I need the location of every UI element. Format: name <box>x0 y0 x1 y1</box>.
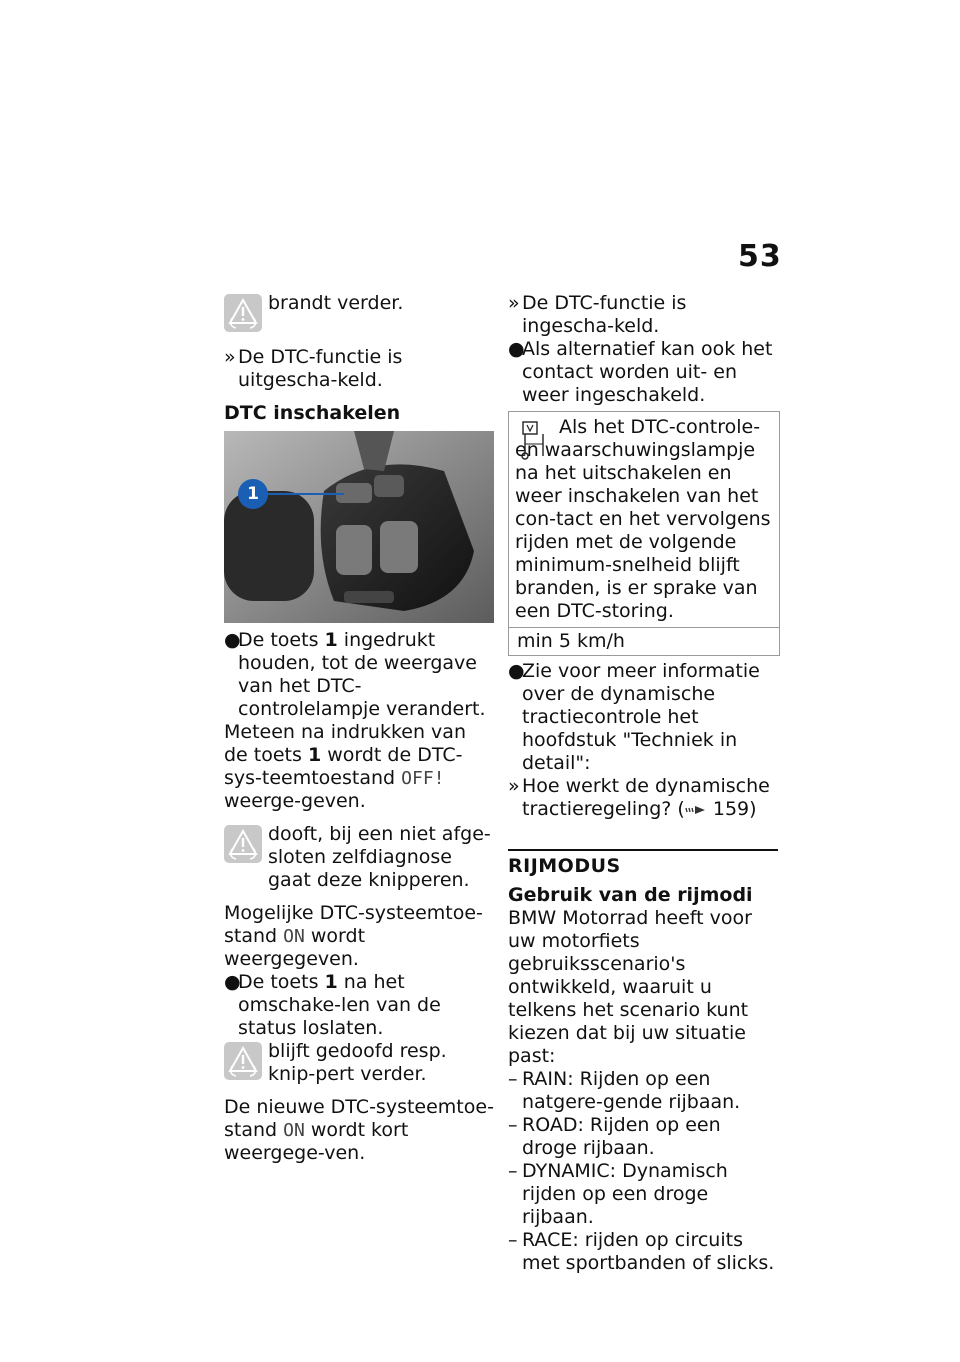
ride-mode-item: – DYNAMIC: Dynamisch rijden op een droge rijbaan. <box>508 1160 728 1228</box>
page-reference-arrow-icon <box>685 804 707 816</box>
instruction-item: ● De toets 1 ingedrukt houden, tot de weergave van het DTC-controlelampje verandert. <box>224 629 486 720</box>
info-table-value-cell <box>509 628 779 655</box>
subheading: Gebruik van de rijmodi <box>508 884 753 906</box>
gauge-icon <box>519 420 547 460</box>
min-speed-value: min 5 km/h <box>517 630 625 652</box>
warning-symbol-row-3 <box>224 1040 494 1086</box>
warning-symbol-row-2 <box>224 823 494 892</box>
paragraph: BMW Motorrad heeft voor uw motorfiets gebruiksscenario's ontwikkeld, waaruit u telkens het scenario kunt kiezen dat bij uw situatie past: <box>508 907 752 1067</box>
warning-symbol-row-1 <box>224 292 494 336</box>
instruction-item: ● De toets 1 na het omschake-len van de status loslaten. <box>224 971 441 1039</box>
section-title: RIJMODUS <box>508 849 778 878</box>
ride-mode-item: – RAIN: Rijden op een natgere-gende rijbaan. <box>508 1068 741 1113</box>
result-item: » De DTC-functie is uitgescha-keld. <box>224 346 403 391</box>
switch-illustration <box>224 431 494 623</box>
left-column <box>224 292 494 1165</box>
dtc-warning-icon <box>224 825 262 863</box>
info-table <box>508 411 780 656</box>
ride-mode-item: – RACE: rijden op circuits met sportbanden of slicks. <box>508 1229 775 1274</box>
result-item: » De DTC-functie is ingescha-keld. <box>508 292 687 337</box>
info-table-text-cell <box>509 412 779 628</box>
symbol-text: blijft gedoofd resp. knip-pert verder. <box>268 1040 447 1085</box>
symbol-text: brandt verder. <box>268 292 404 314</box>
page-number: 53 <box>738 239 782 274</box>
paragraph: Meteen na indrukken van de toets 1 wordt de DTC-sys-teemtoestand OFF! weerge-geven. <box>224 721 466 812</box>
callout-line <box>268 493 344 495</box>
ride-mode-item: – ROAD: Rijden op een droge rijbaan. <box>508 1114 721 1159</box>
symbol-text: dooft, bij een niet afge-sloten zelfdiagnose gaat deze knipperen. <box>268 823 491 891</box>
dtc-warning-icon <box>224 1042 262 1080</box>
right-column <box>508 292 778 1275</box>
paragraph: De nieuwe DTC-systeemtoe-stand ON wordt kort weergege-ven. <box>224 1096 494 1164</box>
cross-reference-item: » Hoe werkt de dynamische tractieregeling? ( 159) <box>508 775 770 820</box>
instruction-item: ● Zie voor meer informatie over de dynamische tractiecontrole het hoofdstuk "Techniek in detail": <box>508 660 760 774</box>
instruction-item: ● Als alternatief kan ook het contact worden uit- en weer ingeschakeld. <box>508 338 773 406</box>
section-heading: DTC inschakelen <box>224 402 401 424</box>
paragraph: Mogelijke DTC-systeemtoe-stand ON wordt weergegeven. <box>224 902 483 970</box>
callout-number: 1 <box>238 479 268 509</box>
dtc-warning-icon <box>224 294 262 332</box>
handlebar-switch-photo <box>224 431 494 623</box>
info-text: Als het DTC-controle- en waarschuwingslampje na het uitschakelen en weer inschakelen van het con-tact en het vervolgens rijden met de volgende minimum-snelheid blijft branden, is er sprake van een DTC-storing. <box>515 416 771 622</box>
